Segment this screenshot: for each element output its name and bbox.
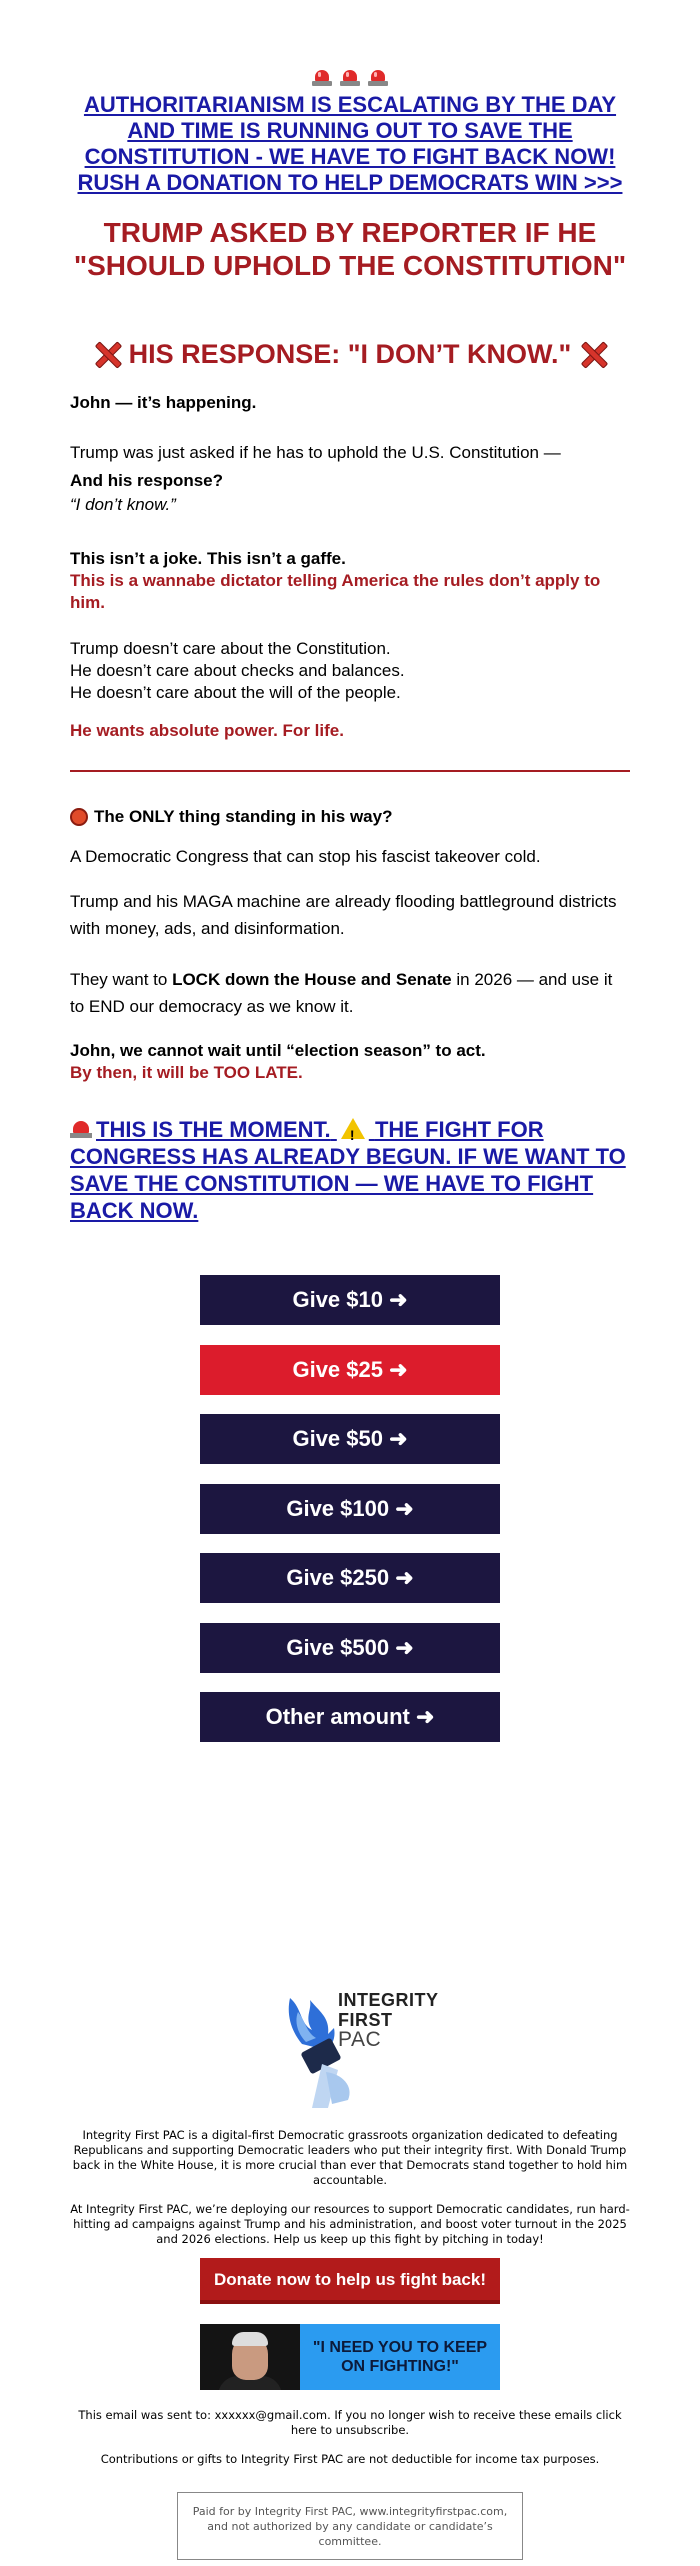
red-callout: He wants absolute power. For life.	[70, 721, 344, 740]
give-50-button[interactable]: Give $50 ➜	[200, 1414, 500, 1464]
logo-wordmark	[338, 1990, 439, 2051]
banner-quote: "I NEED YOU TO KEEP ON FIGHTING!"	[312, 2339, 488, 2375]
divider	[70, 770, 630, 772]
give-250-button[interactable]: Give $250 ➜	[200, 1553, 500, 1603]
only-thing-line	[70, 806, 630, 828]
top-donation-link[interactable]: AUTHORITARIANISM IS ESCALATING BY THE DAY AND TIME IS RUNNING OUT TO SAVE THE CONSTITUTION - WE HAVE TO FIGHT BACK NOW! RUSH A DONATION TO HELP DEMOCRATS WIN >>>	[77, 92, 623, 195]
body-paragraph: A Democratic Congress that can stop his fascist takeover cold.	[70, 847, 541, 866]
donate-now-button[interactable]: Donate now to help us fight back!	[200, 2258, 500, 2304]
give-25-button[interactable]: Give $25 ➜	[200, 1345, 500, 1395]
tax-note: Contributions or gifts to Integrity First PAC are not deductible for income tax purposes.	[100, 2452, 600, 2466]
cross-mark-icon	[93, 340, 121, 368]
give-500-button[interactable]: Give $500 ➜	[200, 1623, 500, 1673]
response-heading-text: HIS RESPONSE: "I DON’T KNOW."	[128, 339, 572, 369]
red-circle-icon	[70, 808, 88, 826]
red-callout: By then, it will be TOO LATE.	[70, 1063, 303, 1082]
siren-icons	[0, 68, 700, 90]
about-paragraph: Integrity First PAC is a digital-first Democratic grassroots organization dedicated to defeating Republicans and supporting Democratic leaders who put their integrity first. With Donald Trump back in the White House, it is more crucial than ever that Democrats stand together to hold him accountable.	[72, 2128, 628, 2187]
warning-icon: !	[341, 1118, 365, 1139]
body-paragraph	[70, 966, 630, 1020]
body-paragraph-bold: And his response?	[70, 471, 224, 490]
integrity-first-pac-logo	[282, 1988, 439, 2116]
headline: TRUMP ASKED BY REPORTER IF HE "SHOULD UPHOLD THE CONSTITUTION"	[73, 217, 627, 281]
logo-line: INTEGRITY	[338, 1990, 439, 2010]
moment-link[interactable]	[70, 1116, 640, 1224]
other-amount-button[interactable]: Other amount ➜	[200, 1692, 500, 1742]
quote-text: “I don’t know.”	[70, 495, 176, 514]
body-text-bold: LOCK down the House and Senate	[172, 970, 452, 989]
keep-fighting-banner[interactable]	[200, 2324, 500, 2390]
siren-icon	[70, 1119, 92, 1139]
siren-icon	[312, 68, 332, 86]
paid-for-disclaimer	[177, 2492, 523, 2560]
body-paragraph: Trump was just asked if he has to uphold the U.S. Constitution —	[70, 443, 561, 462]
body-line: He doesn’t care about checks and balances.	[70, 661, 405, 680]
mission-paragraph: At Integrity First PAC, we’re deploying our resources to support Democratic candidates, run hard-hitting ad campaigns against Trump and his administration, and boost voter turnout in the 2025 and 2026 elections. Help us keep up this fight by pitching in today!	[70, 2202, 630, 2246]
body-text: They want to	[70, 970, 173, 989]
logo-line: FIRST	[338, 2010, 393, 2030]
cross-mark-icon	[579, 340, 607, 368]
banner-photo	[200, 2324, 300, 2390]
unsubscribe-text[interactable]: This email was sent to: xxxxxx@gmail.com. If you no longer wish to receive these emails click here to unsubscribe.	[78, 2408, 622, 2437]
moment-text: THIS IS THE MOMENT.	[96, 1117, 331, 1142]
siren-icon	[340, 68, 360, 86]
red-callout: This is a wannabe dictator telling America the rules don’t apply to him.	[70, 571, 601, 612]
body-paragraph-bold: This isn’t a joke. This isn’t a gaffe.	[70, 549, 346, 568]
body-paragraph: Trump and his MAGA machine are already flooding battleground districts with money, ads, and disinformation.	[70, 892, 617, 938]
logo-line: PAC	[338, 2028, 382, 2051]
give-10-button[interactable]: Give $10 ➜	[200, 1275, 500, 1325]
paid-for-text: Paid for by Integrity First PAC, www.integrityfirstpac.com, and not authorized by any candidate or candidate’s committee.	[192, 2504, 508, 2548]
give-100-button[interactable]: Give $100 ➜	[200, 1484, 500, 1534]
response-heading	[0, 336, 700, 372]
moment-text: THE FIGHT FOR CONGRESS HAS ALREADY BEGUN. IF WE WANT TO SAVE THE CONSTITUTION — WE HAVE TO FIGHT BACK NOW.	[70, 1117, 626, 1223]
only-thing-text: The ONLY thing standing in his way?	[94, 807, 393, 826]
body-line: He doesn’t care about the will of the people.	[70, 683, 401, 702]
body-text: in 2026 — and use it to END our democracy as we know it.	[70, 970, 613, 1016]
siren-icon	[368, 68, 388, 86]
greeting: John — it’s happening.	[70, 393, 257, 412]
body-paragraph-bold: John, we cannot wait until “election season” to act.	[70, 1041, 486, 1060]
body-line: Trump doesn’t care about the Constitution.	[70, 639, 391, 658]
